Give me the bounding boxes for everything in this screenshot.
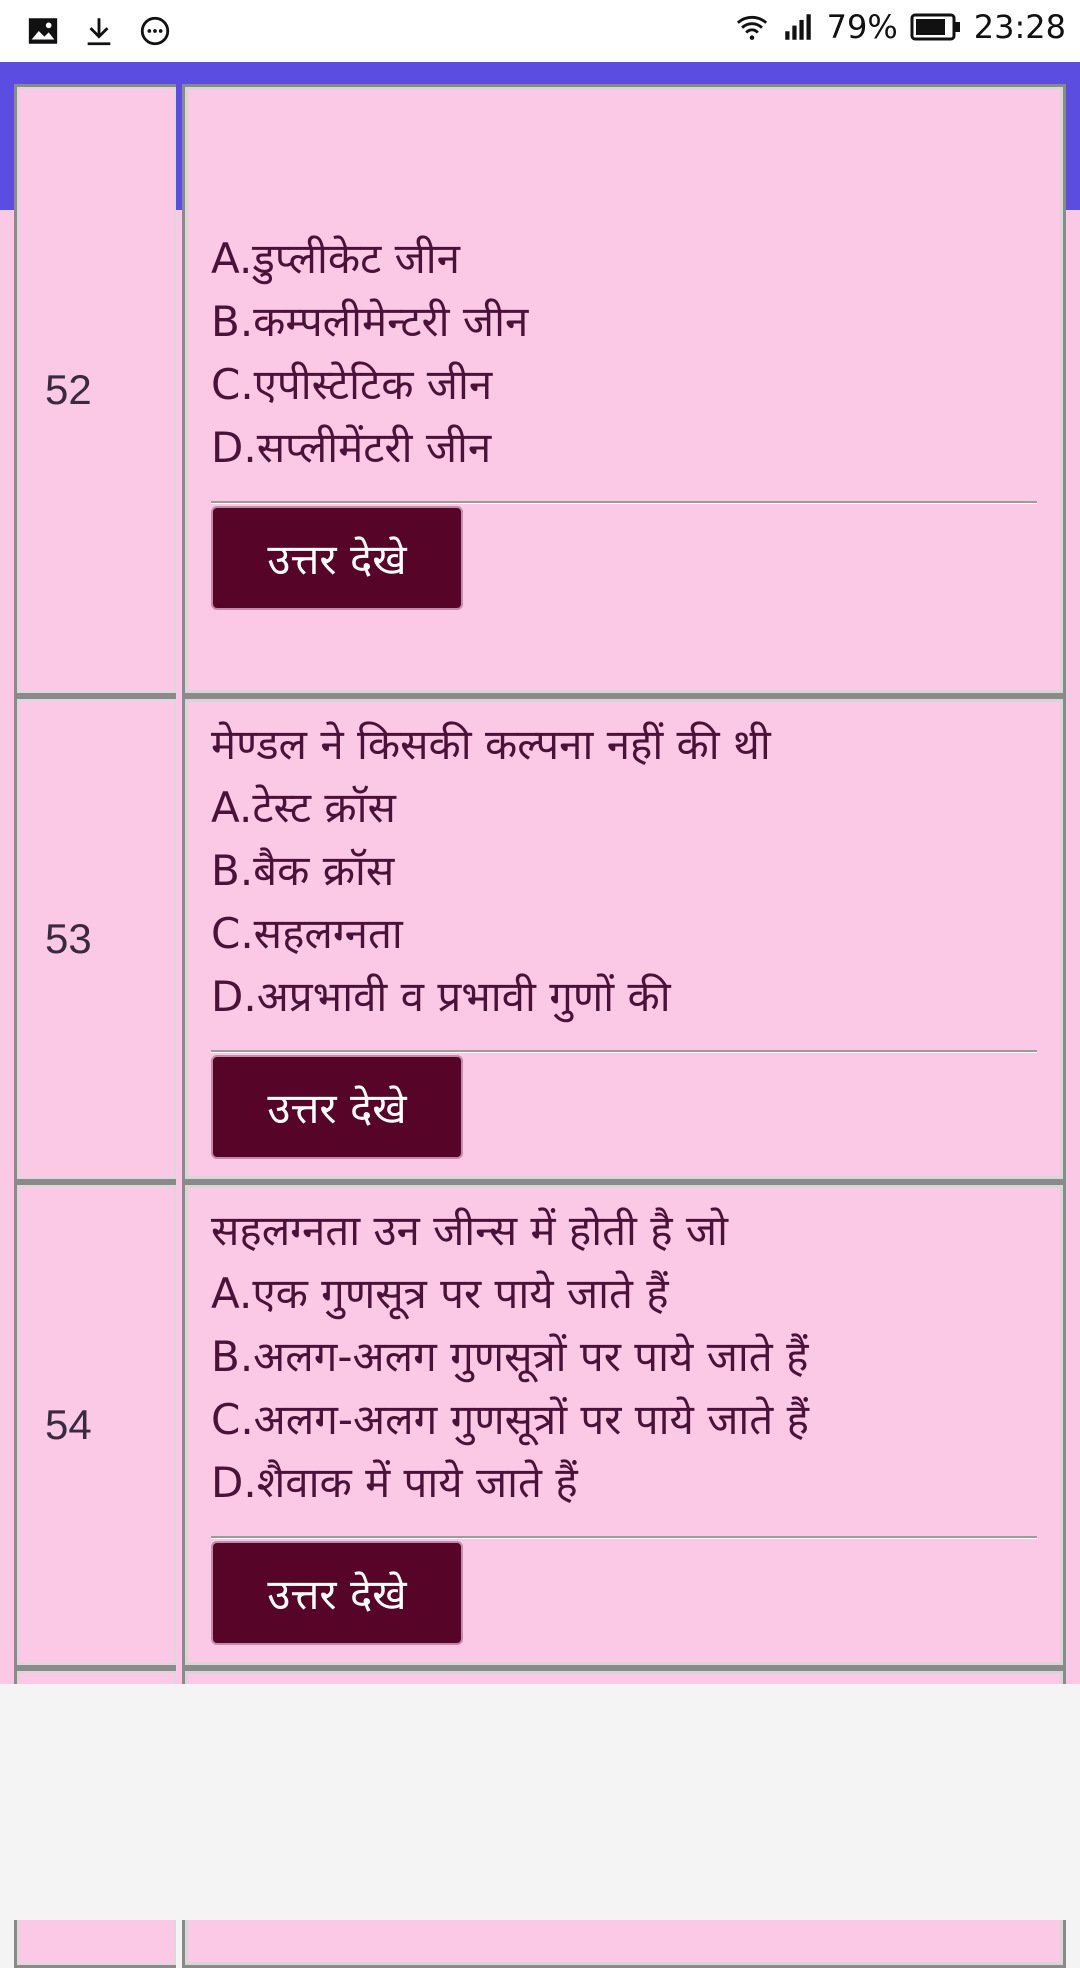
- question-row: [14, 1182, 1066, 1668]
- status-bar-notifications: [26, 14, 172, 48]
- option-c: C.सहलग्नता: [211, 909, 403, 958]
- option-d: D.शैवाक में पाये जाते हैं: [211, 1458, 578, 1507]
- question-number-cell: [14, 696, 176, 1182]
- battery-percent: 79%: [826, 8, 898, 46]
- option-c: C.अलग-अलग गुणसूत्रों पर पाये जाते हैं: [211, 1395, 809, 1444]
- question-text: मेण्डल ने किसकी कल्पना नहीं की थी: [211, 720, 771, 769]
- option-c: C.एपीस्टेटिक जीन: [211, 360, 493, 409]
- question-row: [14, 696, 1066, 1182]
- wifi-icon: [735, 10, 769, 44]
- battery-icon: [910, 12, 962, 42]
- bottom-blank-area: [0, 1684, 1080, 1920]
- question-list[interactable]: [0, 210, 1080, 1684]
- download-icon: [82, 14, 116, 48]
- status-bar-system: [735, 8, 1066, 46]
- question-cell: [182, 696, 1066, 1182]
- show-answer-button[interactable]: उत्तर देखे: [211, 1541, 463, 1645]
- signal-icon: [781, 10, 815, 44]
- question-row: [14, 84, 1066, 696]
- image-icon: [26, 14, 60, 48]
- show-answer-button[interactable]: उत्तर देखे: [211, 506, 463, 610]
- status-bar: [0, 0, 1080, 62]
- option-b: B.कम्पलीमेन्टरी जीन: [211, 297, 529, 346]
- question-number: 53: [45, 915, 92, 962]
- option-a: A.डुप्लीकेट जीन: [211, 234, 460, 283]
- chat-bubble-icon: [138, 14, 172, 48]
- divider: [211, 501, 1037, 504]
- option-d: D.अप्रभावी व प्रभावी गुणों की: [211, 972, 671, 1021]
- option-a: A.एक गुणसूत्र पर पाये जाते हैं: [211, 1269, 669, 1318]
- question-cell: [182, 84, 1066, 696]
- option-b: B.बैक क्रॉस: [211, 846, 395, 895]
- divider: [211, 1536, 1037, 1539]
- question-number-cell: [14, 1182, 176, 1668]
- question-cell: [182, 1182, 1066, 1668]
- question-number: 54: [45, 1401, 92, 1448]
- option-b: B.अलग-अलग गुणसूत्रों पर पाये जाते हैं: [211, 1332, 809, 1381]
- divider: [211, 1050, 1037, 1053]
- show-answer-button[interactable]: उत्तर देखे: [211, 1055, 463, 1159]
- option-d: D.सप्लीमेंटरी जीन: [211, 423, 492, 472]
- option-a: A.टेस्ट क्रॉस: [211, 783, 396, 832]
- question-number-cell: [14, 84, 176, 696]
- clock: 23:28: [973, 8, 1066, 46]
- question-text: सहलग्नता उन जीन्स में होती है जो: [211, 1206, 728, 1255]
- question-number: 52: [45, 366, 92, 413]
